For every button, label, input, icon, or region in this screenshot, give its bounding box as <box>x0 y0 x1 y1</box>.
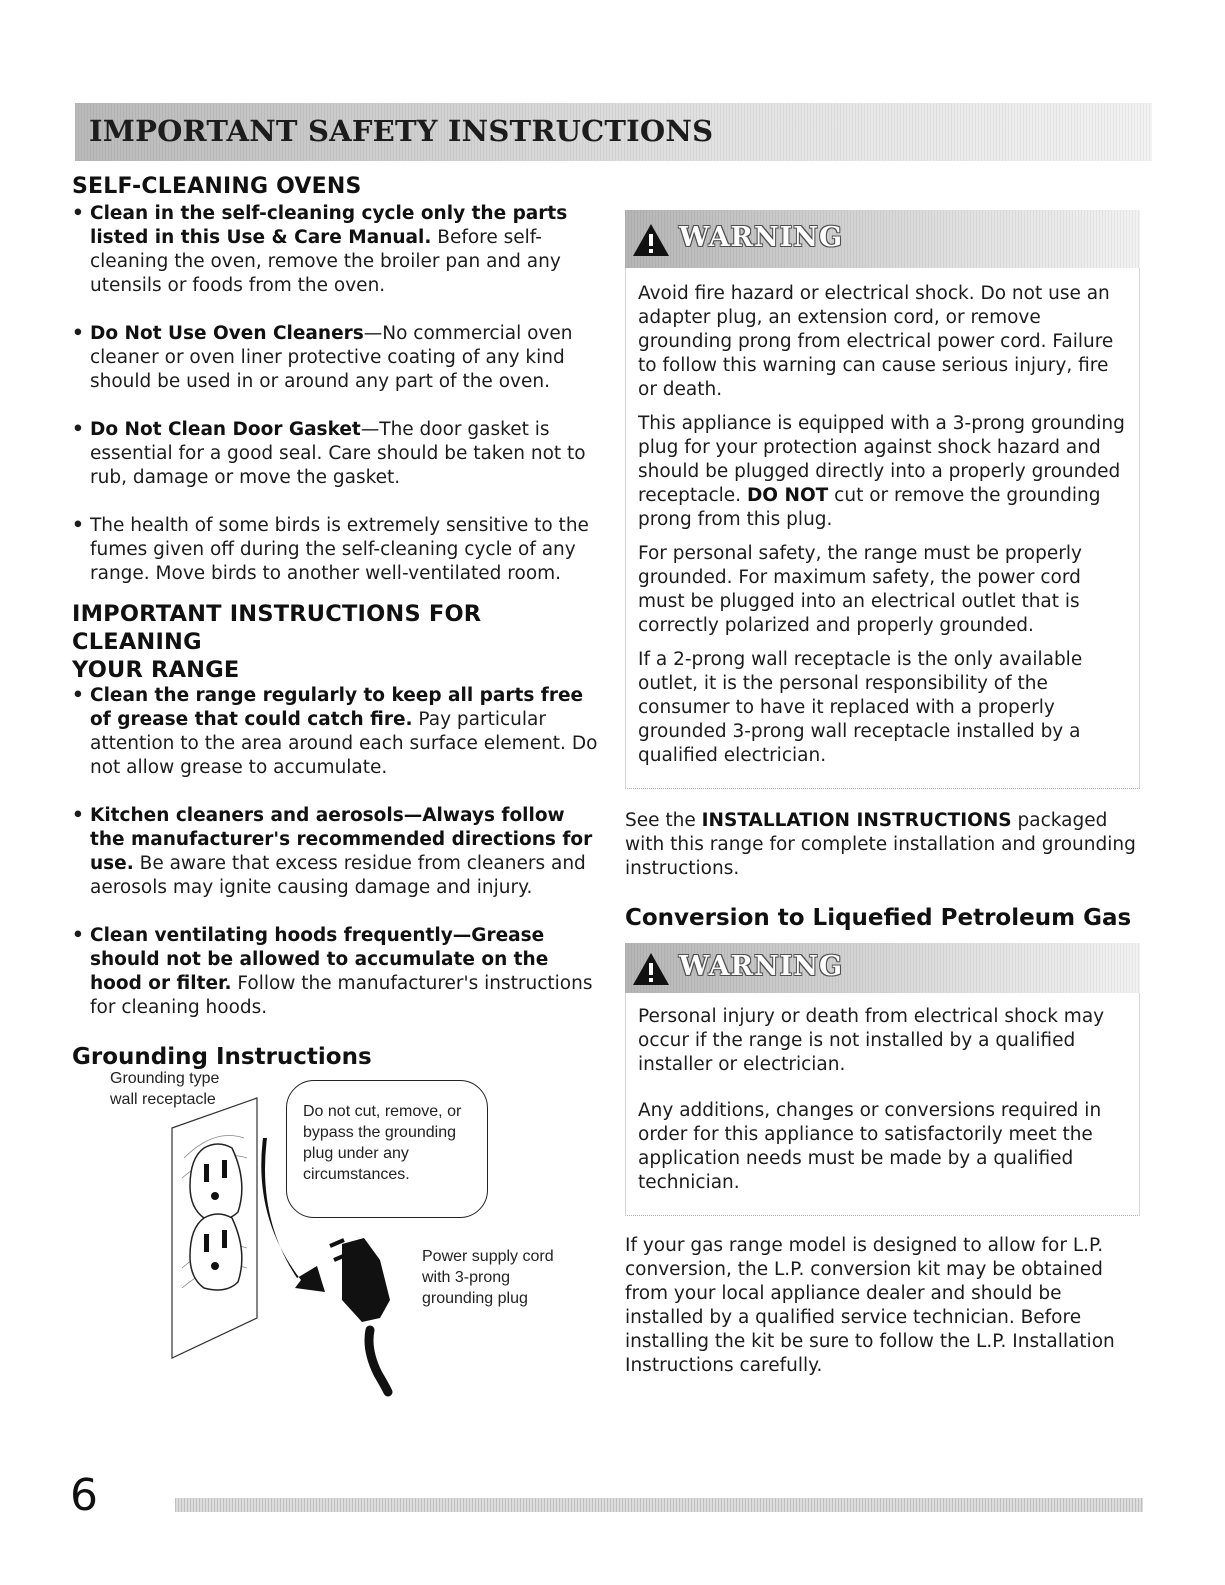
list-item: • Clean ventilating hoods frequently—Grease should not be allowed to accumulate on the hood or filter. Follow the manufacturer's instructions for cleaning hoods. <box>72 924 602 1020</box>
cleaning-range-heading: IMPORTANT INSTRUCTIONS FOR CLEANING YOUR RANGE <box>72 601 482 683</box>
list-item: • Clean the range regularly to keep all parts free of grease that could catch fire. Pay particular attention to the area around each surface element. Do not allow grease to accumulate. <box>72 684 602 780</box>
list-item: • Clean in the self-cleaning cycle only the parts listed in this Use & Care Manual. Before self-cleaning the oven, remove the broiler pan and any utensils or foods from the oven. <box>72 202 602 298</box>
grounding-heading: Grounding Instructions <box>72 1044 372 1070</box>
page-number: 6 <box>70 1470 98 1521</box>
right-column <box>625 210 1145 1378</box>
warning-paragraph: Personal injury or death from electrical shock may occur if the range is not installed by a qualified installer or electrician. <box>638 1006 1105 1075</box>
footer-bar <box>175 1498 1143 1512</box>
cleaning-range-list <box>72 684 602 1020</box>
warning-paragraph: This appliance is equipped with a 3-prong grounding plug for your protection against shock hazard and should be plugged directly into a properly grounded receptacle. DO NOT cut or remove the grounding prong from this plug. <box>638 413 1125 530</box>
self-cleaning-heading: SELF-CLEANING OVENS <box>72 174 362 199</box>
list-item: • Do Not Use Oven Cleaners—No commercial oven cleaner or oven liner protective coating of any kind should be used in or around any part of the oven. <box>72 322 602 394</box>
list-item: • Do Not Clean Door Gasket—The door gasket is essential for a good seal. Care should be taken not to rub, damage or move the gasket. <box>72 418 602 490</box>
warning-body <box>625 993 1140 1216</box>
receptacle-label: Grounding type wall receptacle <box>110 1070 220 1108</box>
grounding-diagram <box>72 1068 552 1398</box>
warning-callout <box>286 1080 488 1218</box>
lp-conversion-text: If your gas range model is designed to allow for L.P. conversion, the L.P. conversion kit may be obtained from your local appliance dealer and should be installed by a qualified service technician. Before installing the kit be sure to follow the L.P. Installation Instructions carefully. <box>625 1235 1115 1376</box>
left-column <box>72 173 602 1072</box>
warning-header <box>625 943 1140 993</box>
warning-header <box>625 210 1140 268</box>
list-item: • Kitchen cleaners and aerosols—Always follow the manufacturer's recommended directions for use. Be aware that excess residue from cleaners and aerosols may ignite causing damage and injury. <box>72 804 602 900</box>
warning-paragraph: For personal safety, the range must be properly grounded. For maximum safety, the power cord must be plugged into an electrical outlet that is correctly polarized and properly grounded. <box>638 543 1082 636</box>
warning-icon <box>631 222 671 258</box>
banner-title: IMPORTANT SAFETY INSTRUCTIONS <box>89 114 714 148</box>
callout-text: Do not cut, remove, or bypass the grounding plug under any circumstances. <box>303 1103 462 1183</box>
self-cleaning-list <box>72 202 602 586</box>
installation-note: See the INSTALLATION INSTRUCTIONS packaged with this range for complete installation and grounding instructions. <box>625 810 1136 879</box>
section-banner <box>75 103 1152 161</box>
warning-paragraph: Avoid fire hazard or electrical shock. Do not use an adapter plug, an extension cord, or remove grounding prong from electrical power cord. Failure to follow this warning can cause serious injury, fire or death. <box>638 283 1114 400</box>
warning-label: WARNING <box>679 951 844 982</box>
cord-label: Power supply cord with 3-prong grounding plug <box>422 1248 554 1307</box>
warning-paragraph: Any additions, changes or conversions required in order for this appliance to satisfactorily meet the application needs must be made by a qualified technician. <box>638 1100 1102 1193</box>
list-item: • The health of some birds is extremely sensitive to the fumes given off during the self-cleaning cycle of any range. Move birds to another well-ventilated room. <box>72 514 602 586</box>
warning-body <box>625 268 1140 789</box>
warning-box-lp <box>625 943 1140 1216</box>
warning-box-grounding <box>625 210 1140 789</box>
lp-conversion-heading: Conversion to Liquefied Petroleum Gas <box>625 905 1132 931</box>
warning-paragraph: If a 2-prong wall receptacle is the only available outlet, it is the personal responsibility of the consumer to have it replaced with a properly grounded 3-prong wall receptacle installed by a qualified electrician. <box>638 649 1083 766</box>
warning-icon <box>631 951 671 987</box>
warning-label: WARNING <box>679 222 844 253</box>
